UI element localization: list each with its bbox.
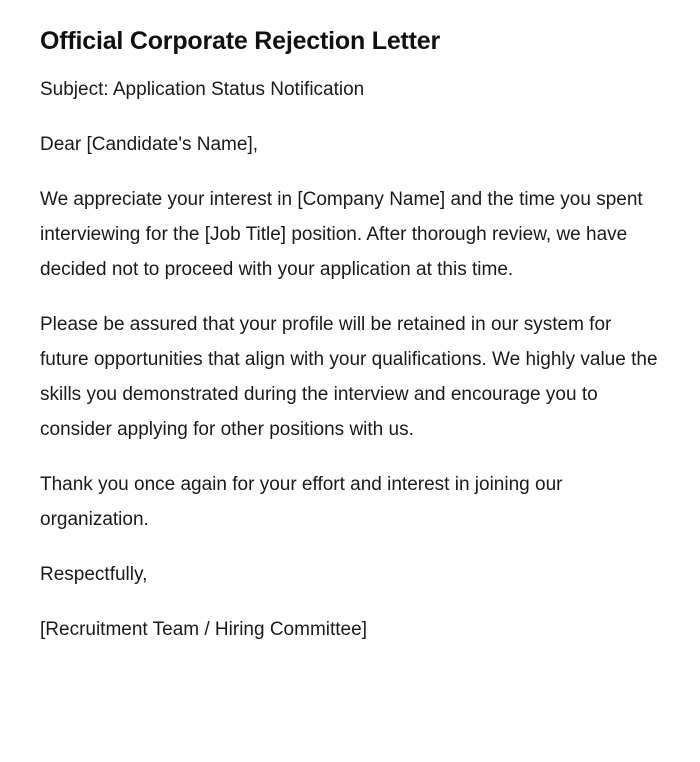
letter-salutation: Dear [Candidate's Name], xyxy=(40,134,259,155)
letter-paragraph-3: Thank you once again for your effort and interest in joining our organization. xyxy=(40,474,563,530)
letter-closing: Respectfully, xyxy=(40,564,148,585)
letter-signature: [Recruitment Team / Hiring Committee] xyxy=(40,619,367,640)
letter-paragraph-1: We appreciate your interest in [Company Name] and the time you spent interviewing for the [Job Title] position. After thorough review, we have decided not to proceed with your application at this time. xyxy=(40,189,643,280)
letter-paragraph-2: Please be assured that your profile will be retained in our system for future opportunities that align with your qualifications. We highly value the skills you demonstrated during the interview and encourage you to consider applying for other positions with us. xyxy=(40,314,658,440)
letter-title: Official Corporate Rejection Letter xyxy=(40,27,441,55)
letter-subject: Subject: Application Status Notification xyxy=(40,79,365,100)
